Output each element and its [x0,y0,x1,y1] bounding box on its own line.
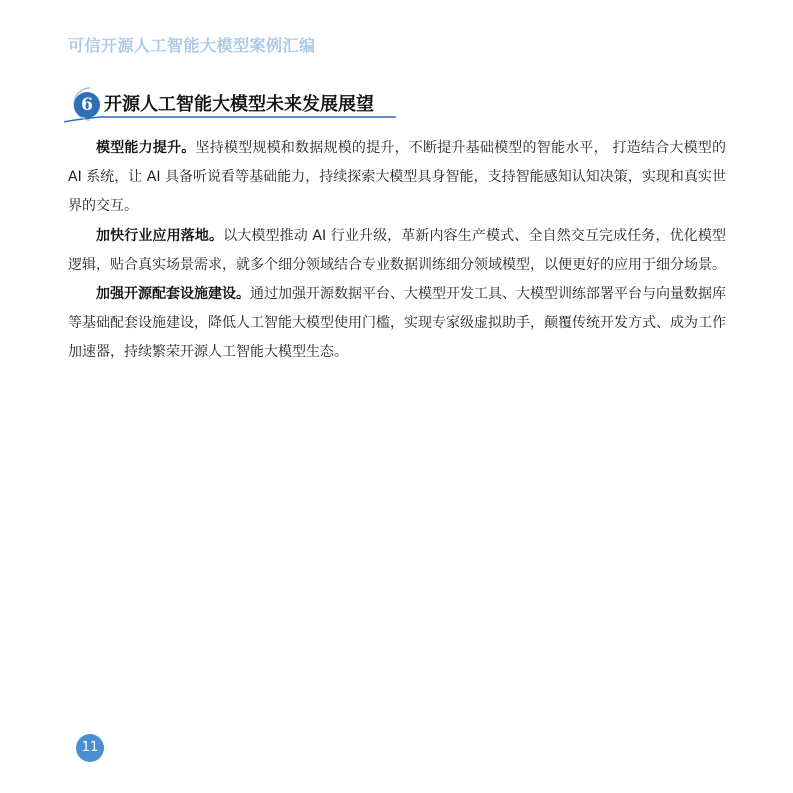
body-text [68,134,726,368]
page-number-badge: 11 [76,734,104,762]
paragraph-infrastructure [68,280,726,368]
paragraph-industry-application [68,222,726,280]
running-header: 可信开源人工智能大模型案例汇编 [68,36,316,55]
section-number-badge: 6 [74,92,100,118]
paragraph-lead: 加快行业应用落地。 [96,227,224,244]
paragraph-lead: 加强开源配套设施建设。 [96,286,250,303]
paragraph-text: 坚持模型规模和数据规模的提升，不断提升基础模型的智能水平， 打造结合大模型的 AI 系统，让 AI 具备听说看等基础能力，持续探索大模型具身智能，支持智能感知认知决策，实现和真实世界的交互。 [68,140,727,215]
paragraph-model-capability [68,134,726,222]
section-heading [60,84,400,124]
paragraph-lead: 模型能力提升。 [96,140,196,156]
section-title: 开源人工智能大模型未来发展展望 [104,94,374,115]
paragraph-text: 通过加强开源数据平台、大模型开发工具、大模型训练部署平台与向量数据库等基础配套设施建设，降低人工智能大模型使用门槛，实现专家级虚拟助手，颠覆传统开发方式、成为工作加速器，持续繁荣开源人工智能大模型生态。 [68,286,726,361]
paragraph-text: 以大模型推动 AI 行业升级，革新内容生产模式、全自然交互完成任务，优化模型逻辑，贴合真实场景需求，就多个细分领域结合专业数据训练细分领域模型，以便更好的应用于细分场景。 [68,227,727,273]
